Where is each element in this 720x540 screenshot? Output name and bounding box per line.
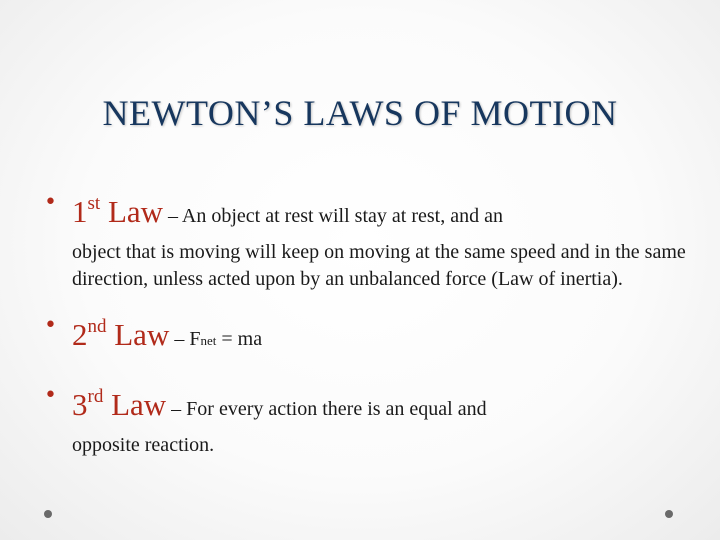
second-law-formula (169, 328, 262, 350)
third-law-line (72, 375, 694, 432)
first-law-line (72, 182, 694, 239)
law-ordinal-suffix: st (87, 193, 101, 214)
corner-dot-icon (665, 510, 673, 518)
third-law-description-rest: opposite reaction. (72, 434, 215, 456)
bullet-third-law (44, 375, 694, 459)
law-ordinal: 2 (72, 317, 88, 352)
first-law-description-rest: object that is moving will keep on moving at the same speed and in the same direction, unless acted upon by an unbalanced force (Law of inertia). (72, 241, 686, 290)
formula-subscript: net (200, 333, 217, 348)
bullet-icon: • (44, 313, 57, 338)
third-law-heading (72, 387, 166, 422)
law-ordinal: 1 (72, 194, 88, 229)
bullet-list (44, 182, 694, 471)
law-ordinal-suffix: rd (87, 386, 104, 407)
slide-title: NEWTON’S LAWS OF MOTION (102, 93, 618, 133)
law-word: Law (111, 387, 167, 422)
law-word: Law (107, 194, 164, 229)
first-law-heading (72, 194, 163, 229)
bullet-icon: • (44, 190, 57, 215)
formula-prefix: – F (169, 328, 201, 350)
formula-equation: = ma (216, 328, 263, 350)
second-law-line (72, 305, 694, 363)
law-ordinal-suffix: nd (87, 316, 107, 337)
law-word: Law (114, 317, 170, 352)
corner-dot-icon (44, 510, 52, 518)
bullet-icon: • (44, 383, 57, 408)
first-law-description-start: – An object at rest will stay at rest, and an (163, 205, 503, 227)
bullet-second-law (44, 305, 694, 363)
law-ordinal: 3 (72, 387, 88, 422)
third-law-description-start: – For every action there is an equal and (166, 398, 487, 420)
second-law-heading (72, 317, 169, 352)
bullet-first-law (44, 182, 694, 293)
